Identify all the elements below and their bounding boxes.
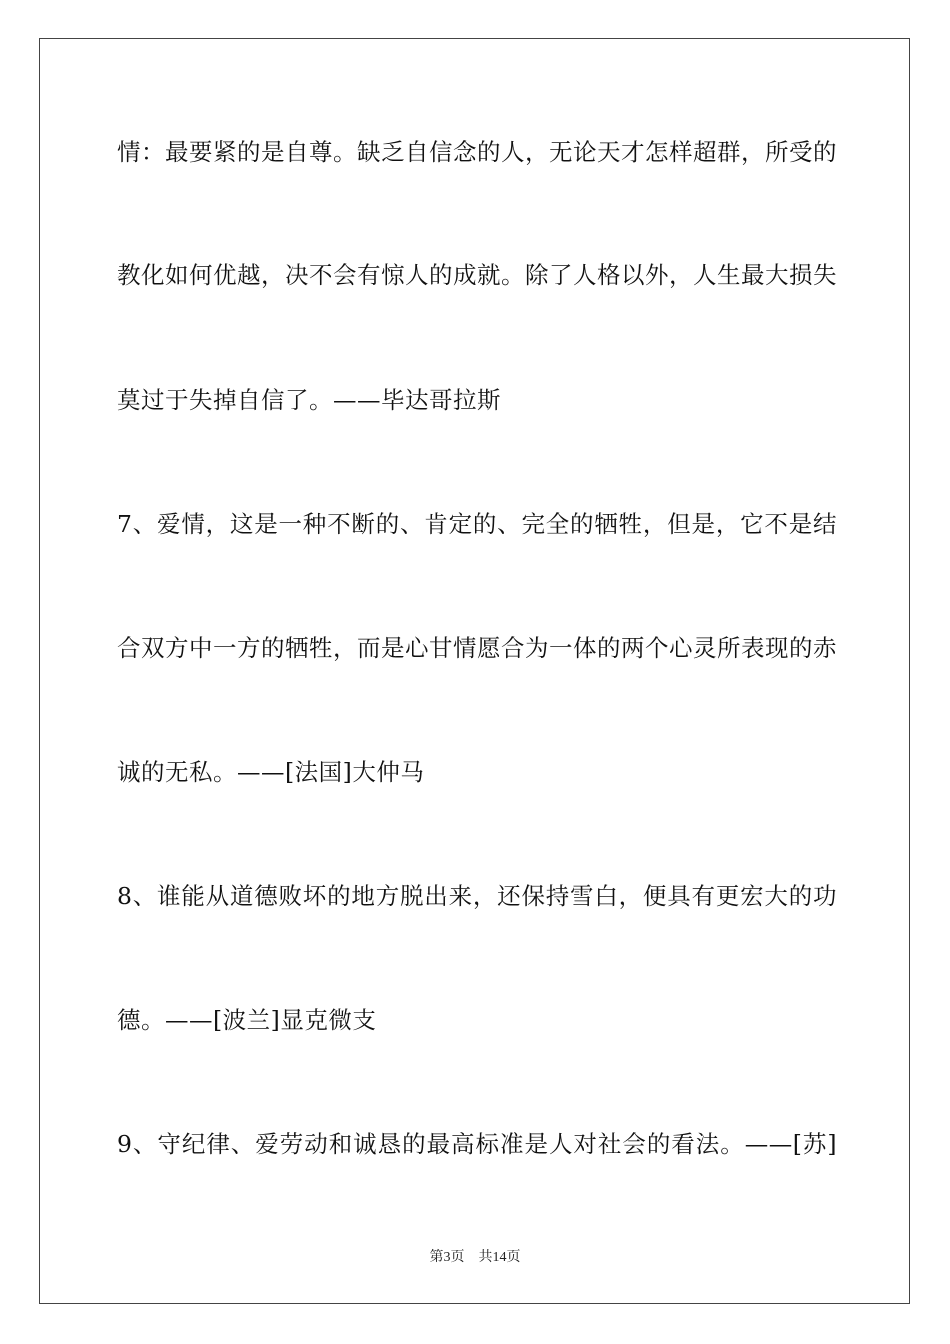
text-line-4: 7、爱情，这是一种不断的、肯定的、完全的牺牲，但是，它不是结 xyxy=(117,510,837,538)
text-line-7: 8、谁能从道德败坏的地方脱出来，还保持雪白，便具有更宏大的功 xyxy=(117,882,837,910)
page-number: 第3页 xyxy=(429,1250,465,1265)
page-total: 共14页 xyxy=(478,1250,521,1265)
text-line-2: 教化如何优越，决不会有惊人的成就。除了人格以外，人生最大损失 xyxy=(117,261,837,289)
text-line-1: 情：最要紧的是自尊。缺乏自信念的人，无论天才怎样超群，所受的 xyxy=(117,138,837,166)
text-line-6: 诚的无私。——[法国]大仲马 xyxy=(117,758,425,786)
page-footer xyxy=(0,1246,950,1266)
text-line-5: 合双方中一方的牺牲，而是心甘情愿合为一体的两个心灵所表现的赤 xyxy=(117,634,837,662)
text-line-3: 莫过于失掉自信了。——毕达哥拉斯 xyxy=(117,386,501,414)
text-line-8: 德。——[波兰]显克微支 xyxy=(117,1006,377,1034)
page-border xyxy=(39,38,910,1304)
text-line-9: 9、守纪律、爱劳动和诚恳的最高标准是人对社会的看法。——[苏] xyxy=(117,1130,837,1158)
